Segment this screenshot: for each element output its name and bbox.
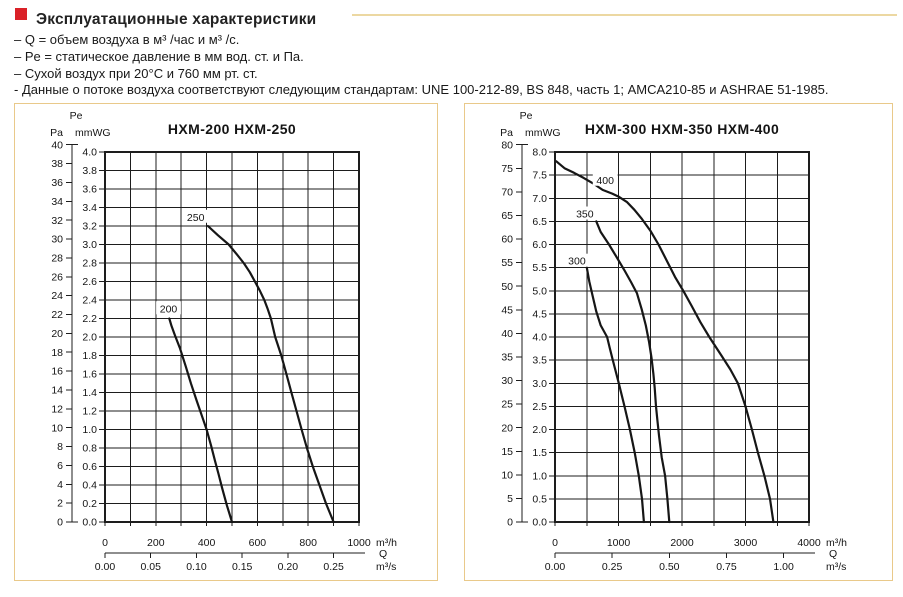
svg-text:250: 250	[186, 211, 205, 224]
svg-text:0.25: 0.25	[601, 561, 623, 573]
svg-text:34: 34	[51, 195, 63, 208]
svg-text:Pa: Pa	[50, 127, 63, 139]
note-line: - Данные о потоке воздуха соответствуют следующим стандартам: UNE 100-212-89, BS 848, часть 1; AMCA210-85 и ASHRAE 51-1985.	[14, 82, 829, 98]
svg-text:0: 0	[552, 537, 558, 549]
svg-text:1000: 1000	[606, 537, 631, 549]
svg-text:0.6: 0.6	[82, 461, 97, 474]
svg-text:3.8: 3.8	[82, 165, 97, 178]
chart-title	[585, 121, 779, 137]
curve-200	[169, 319, 232, 523]
curve-label-300	[565, 254, 590, 268]
svg-text:5.5: 5.5	[532, 262, 547, 275]
svg-text:1.6: 1.6	[82, 368, 97, 381]
svg-text:Pe: Pe	[69, 110, 83, 122]
svg-text:0.15: 0.15	[231, 561, 253, 573]
svg-text:20: 20	[51, 327, 63, 340]
svg-text:0.4: 0.4	[82, 479, 97, 492]
svg-text:Q: Q	[829, 548, 838, 560]
grid	[105, 152, 359, 522]
svg-text:65: 65	[501, 210, 513, 223]
svg-text:1.0: 1.0	[532, 470, 547, 483]
svg-text:32: 32	[51, 214, 63, 227]
svg-text:1.4: 1.4	[82, 387, 97, 400]
svg-text:15: 15	[501, 445, 513, 458]
svg-text:8: 8	[57, 441, 63, 454]
svg-text:2.8: 2.8	[82, 257, 97, 270]
svg-text:800: 800	[299, 537, 317, 549]
svg-text:4: 4	[57, 478, 63, 491]
svg-text:0: 0	[507, 516, 513, 529]
pa-axis	[500, 127, 528, 529]
curve-300	[587, 268, 644, 522]
svg-text:7.0: 7.0	[532, 192, 547, 205]
svg-text:1.00: 1.00	[773, 561, 794, 573]
svg-text:50: 50	[501, 280, 513, 293]
svg-text:Pe: Pe	[519, 110, 533, 122]
svg-text:24: 24	[51, 290, 63, 303]
svg-text:38: 38	[51, 158, 63, 171]
svg-text:16: 16	[51, 365, 63, 378]
note-line: – Pe = статическое давление в мм вод. ст. и Па.	[14, 48, 304, 64]
svg-text:mmWG: mmWG	[525, 127, 561, 139]
svg-text:28: 28	[51, 252, 63, 265]
svg-text:14: 14	[51, 384, 63, 397]
svg-text:7.5: 7.5	[532, 169, 547, 182]
svg-text:1.5: 1.5	[532, 447, 547, 460]
svg-text:4.0: 4.0	[82, 146, 97, 159]
svg-text:0: 0	[57, 516, 63, 529]
svg-text:3.6: 3.6	[82, 183, 97, 196]
svg-text:0.8: 0.8	[82, 442, 97, 455]
svg-text:0.20: 0.20	[277, 561, 299, 573]
pa-axis	[50, 127, 78, 529]
svg-text:25: 25	[501, 398, 513, 411]
svg-text:2.0: 2.0	[82, 331, 97, 344]
svg-text:4.0: 4.0	[532, 331, 547, 344]
svg-text:5.0: 5.0	[532, 285, 547, 298]
svg-text:3000: 3000	[733, 537, 758, 549]
svg-text:0.05: 0.05	[140, 561, 161, 573]
svg-text:6.0: 6.0	[532, 239, 547, 252]
svg-text:mmWG: mmWG	[75, 127, 111, 139]
svg-text:0.75: 0.75	[716, 561, 737, 573]
svg-text:Pa: Pa	[500, 127, 513, 139]
svg-text:1.8: 1.8	[82, 350, 97, 363]
svg-text:80: 80	[501, 139, 513, 152]
page-title: Эксплуатационные характеристики	[36, 11, 317, 29]
svg-text:36: 36	[51, 177, 63, 190]
svg-text:10: 10	[51, 422, 63, 435]
performance-chart-hxm-300-350-400	[465, 104, 892, 580]
svg-text:Q: Q	[379, 548, 388, 560]
svg-text:3.4: 3.4	[82, 202, 97, 215]
title-rule-line	[352, 14, 897, 16]
svg-text:200: 200	[147, 537, 165, 549]
svg-text:6: 6	[57, 460, 63, 473]
svg-text:40: 40	[51, 139, 63, 152]
svg-text:2.4: 2.4	[82, 294, 97, 307]
svg-text:6.5: 6.5	[532, 215, 547, 228]
svg-text:0.0: 0.0	[532, 516, 547, 529]
svg-text:HXM-300 HXM-350 HXM-400: HXM-300 HXM-350 HXM-400	[584, 121, 780, 137]
svg-text:400: 400	[197, 537, 216, 549]
chart-title	[168, 121, 296, 137]
curve-label-400	[593, 173, 618, 187]
q-secondary-axis	[95, 548, 397, 573]
svg-text:2.6: 2.6	[82, 276, 97, 289]
svg-text:1.0: 1.0	[82, 424, 97, 437]
svg-text:0.2: 0.2	[82, 498, 97, 511]
svg-text:2.2: 2.2	[82, 313, 97, 326]
svg-text:26: 26	[51, 271, 63, 284]
performance-chart-hxm-200-250	[15, 104, 437, 580]
svg-text:1000: 1000	[347, 537, 371, 549]
svg-text:4.5: 4.5	[532, 308, 547, 321]
svg-text:22: 22	[51, 309, 63, 322]
curve-label-350	[572, 207, 597, 221]
svg-text:18: 18	[51, 346, 63, 359]
svg-text:5: 5	[507, 493, 513, 506]
svg-text:20: 20	[501, 422, 513, 435]
svg-text:0.50: 0.50	[659, 561, 680, 573]
svg-text:35: 35	[501, 351, 513, 364]
svg-text:350: 350	[576, 208, 594, 221]
svg-text:0.00: 0.00	[544, 561, 566, 573]
svg-text:1.2: 1.2	[82, 405, 97, 418]
svg-text:600: 600	[248, 537, 267, 549]
svg-text:30: 30	[501, 375, 513, 388]
svg-text:2000: 2000	[670, 537, 694, 549]
x-axis	[102, 522, 397, 549]
svg-text:12: 12	[51, 403, 63, 416]
red-square-bullet-icon	[15, 8, 27, 20]
svg-text:40: 40	[501, 327, 513, 340]
svg-text:0.10: 0.10	[186, 561, 207, 573]
chart-panel-hxm-300-350-400	[464, 103, 893, 581]
svg-text:2.5: 2.5	[532, 400, 547, 413]
svg-text:3.0: 3.0	[82, 239, 97, 252]
chart-panel-hxm-200-250	[14, 103, 438, 581]
svg-text:55: 55	[501, 257, 513, 270]
svg-text:3.0: 3.0	[532, 377, 547, 390]
svg-text:HXM-200 HXM-250: HXM-200 HXM-250	[167, 121, 297, 137]
curve-350	[596, 221, 669, 522]
notes-list	[14, 32, 829, 99]
svg-text:3.5: 3.5	[532, 354, 547, 367]
svg-text:400: 400	[596, 174, 614, 187]
svg-text:300: 300	[568, 255, 586, 268]
svg-text:0.00: 0.00	[94, 561, 116, 573]
svg-text:75: 75	[501, 162, 513, 175]
svg-text:2.0: 2.0	[532, 424, 547, 437]
svg-text:60: 60	[501, 233, 513, 246]
note-line: – Q = объем воздуха в м³ /час и м³ /с.	[14, 32, 240, 47]
svg-text:m³/h: m³/h	[376, 537, 397, 549]
svg-text:2: 2	[57, 497, 63, 510]
x-axis	[552, 522, 847, 549]
curve-label-200	[156, 301, 181, 315]
svg-text:70: 70	[501, 186, 513, 199]
q-secondary-axis	[545, 548, 847, 573]
svg-text:4000: 4000	[797, 537, 821, 549]
svg-text:200: 200	[159, 303, 178, 316]
svg-text:8.0: 8.0	[532, 146, 547, 159]
svg-text:m³/s: m³/s	[826, 561, 847, 573]
svg-text:30: 30	[51, 233, 63, 246]
svg-text:m³/h: m³/h	[826, 537, 847, 549]
svg-text:3.2: 3.2	[82, 220, 97, 233]
svg-text:45: 45	[501, 304, 513, 317]
svg-text:m³/s: m³/s	[376, 561, 397, 573]
svg-text:10: 10	[501, 469, 513, 482]
svg-text:0.5: 0.5	[532, 493, 547, 506]
svg-text:0.25: 0.25	[323, 561, 344, 573]
curve-label-250	[183, 210, 208, 224]
svg-text:0: 0	[102, 537, 108, 549]
svg-text:0.0: 0.0	[82, 516, 97, 529]
note-line: – Сухой воздух при 20°C и 760 мм рт. ст.	[14, 65, 258, 81]
